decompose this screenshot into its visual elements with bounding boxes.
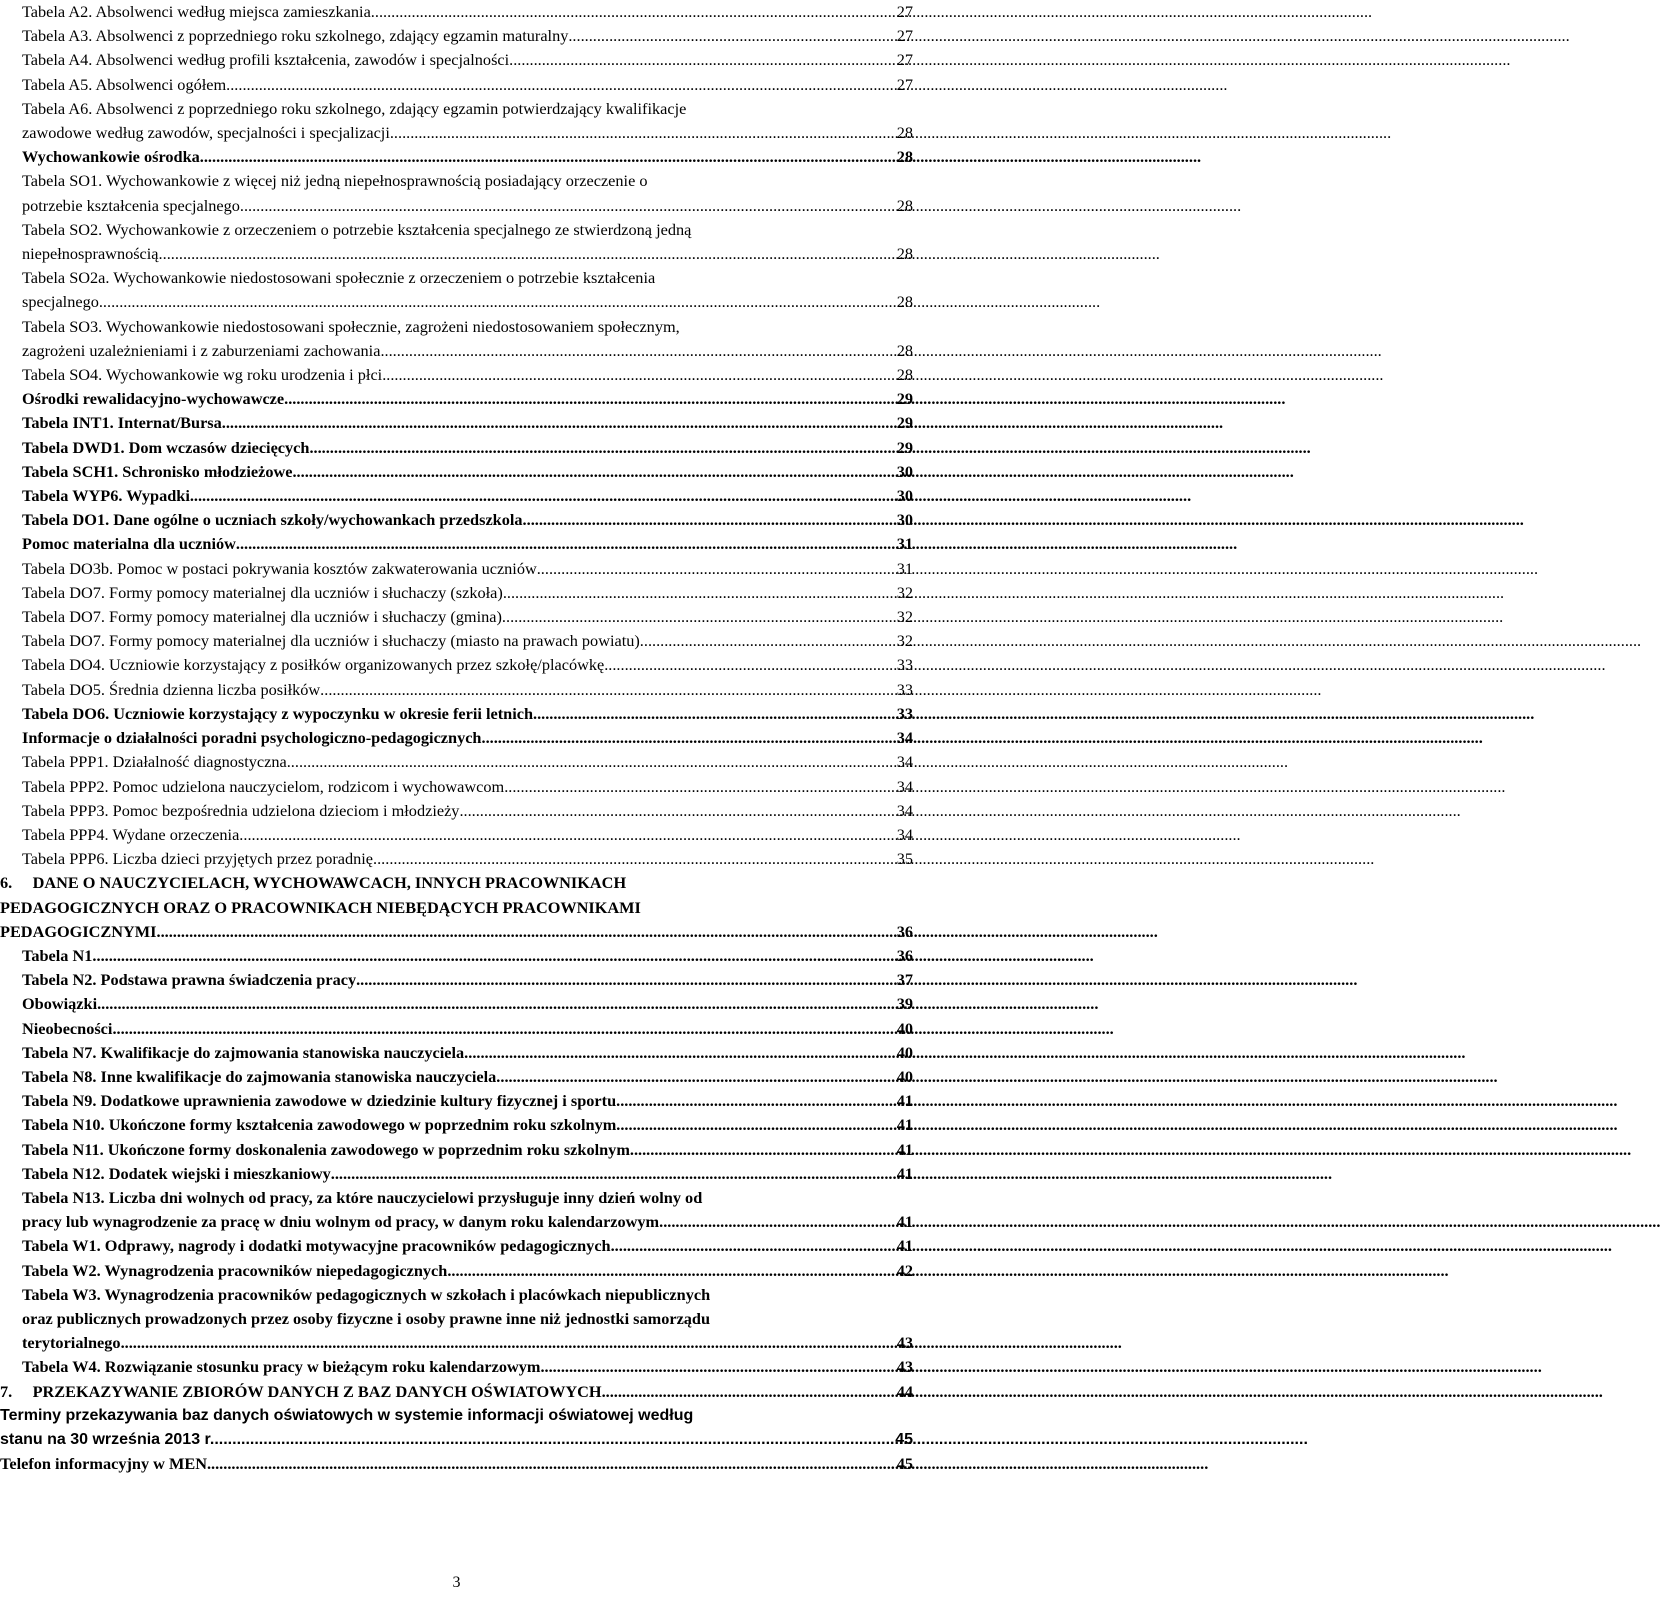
toc-page-number: 29 [896,389,913,409]
toc-entry-text: Tabela W2. Wynagrodzenia pracowników niepedagogicznych [22,1260,448,1280]
toc-entry-text: Telefon informacyjny w MEN [0,1454,207,1474]
toc-leader-dots [502,605,895,629]
toc-entry-text: Tabela SO1. Wychowankowie z więcej niż jedną niepełnosprawnością posiadający orzeczenie o [22,171,648,191]
page-number: 3 [452,1574,461,1591]
toc-entry[interactable] [0,557,960,581]
toc-entry-text: Tabela PPP4. Wydane orzeczenia [22,824,240,844]
toc-entry[interactable] [0,484,960,508]
toc-entry[interactable] [0,944,960,968]
toc-page-number: 27 [896,2,913,21]
toc-page-number: 33 [896,703,913,723]
toc-entry[interactable] [0,169,960,217]
toc-leader-dots [611,1234,895,1258]
toc-leader-dots [540,1355,894,1379]
toc-leader-dots [568,24,894,48]
toc-entry-text: Tabela INT1. Internat/Bursa [22,413,222,433]
toc-leader-dots [287,750,895,774]
toc-entry-text: specjalnego [22,292,99,312]
toc-entry[interactable] [0,1404,960,1452]
toc-entry-text: Tabela N10. Ukończone formy kształcenia zawodowego w poprzednim roku szkolnym [22,1115,617,1135]
toc-entry[interactable] [0,750,960,774]
toc-page-number: 34 [896,824,913,844]
toc-page-number: 27 [896,26,913,46]
toc-leader-dots [464,1041,895,1065]
toc-leader-dots [240,194,895,218]
toc-entry[interactable] [0,992,960,1016]
toc-entry[interactable] [0,73,960,97]
toc-leader-dots [640,629,895,653]
toc-entry-text: Tabela W1. Odprawy, nagrody i dodatki motywacyjne pracowników pedagogicznych [22,1236,611,1256]
toc-leader-dots [331,1162,895,1186]
toc-leader-dots [207,1452,895,1476]
toc-entry-text: Tabela DO1. Dane ogólne o uczniach szkoły/wychowankach przedszkola [22,510,523,530]
toc-entry-text: Pomoc materialna dla uczniów [22,534,236,554]
toc-entry-text: Tabela W3. Wynagrodzenia pracowników pedagogicznych w szkołach i placówkach niepublicznych [22,1284,711,1304]
toc-leader-dots [284,387,895,411]
toc-entry[interactable] [0,48,960,72]
toc-entry-text: Tabela PPP3. Pomoc bezpośrednia udzielona dzieciom i młodzieży [22,800,460,820]
toc-entry-text: Tabela A5. Absolwenci ogółem [22,74,227,94]
toc-page-number: 30 [896,461,913,481]
toc-leader-dots [504,775,895,799]
toc-entry[interactable] [0,1452,960,1476]
toc-entry[interactable] [0,1380,960,1404]
toc-entry-text: niepełnosprawnością [22,244,159,264]
toc-entry[interactable] [0,363,960,387]
toc-entry[interactable] [0,823,960,847]
toc-entry-text: Tabela SO2. Wychowankowie z orzeczeniem o potrzebie kształcenia specjalnego ze stwierdzoną jedną [22,219,692,239]
toc-entry-text: terytorialnego [22,1333,121,1353]
toc-page-number: 28 [896,244,913,264]
toc-entry[interactable] [0,799,960,823]
toc-page-number: 41 [896,1115,913,1135]
toc-entry-text: Tabela N11. Ukończone formy doskonalenia zawodowego w poprzednim roku szkolnym [22,1139,630,1159]
toc-entry[interactable] [0,1017,960,1041]
toc-leader-dots [509,48,895,72]
toc-leader-dots [214,1428,893,1452]
toc-entry[interactable] [0,726,960,750]
toc-entry-text: Tabela DWD1. Dom wczasów dziecięcych [22,437,310,457]
toc-page-number: 35 [896,849,913,869]
toc-leader-dots [99,290,895,314]
toc-entry[interactable] [0,1283,960,1356]
toc-leader-dots [226,73,895,97]
toc-entry-text: Tabela N12. Dodatek wiejski i mieszkaniowy [22,1163,331,1183]
toc-leader-dots [616,1113,894,1137]
toc-entry-text: Tabela N9. Dodatkowe uprawnienia zawodowe w dziedzinie kultury fizycznej i sportu [22,1091,617,1111]
toc-entry-text: Tabela A4. Absolwenci według profili kształcenia, zawodów i specjalności [22,50,510,70]
toc-page-number: 29 [896,437,913,457]
toc-entry-text: Tabela PPP2. Pomoc udzielona nauczycielom, rodzicom i wychowawcom [22,776,505,796]
toc-entry-text: 7. PRZEKAZYWANIE ZBIORÓW DANYCH Z BAZ DANYCH OŚWIATOWYCH [0,1381,602,1401]
toc-entry-text: Tabela W4. Rozwiązanie stosunku pracy w bieżącym roku kalendarzowym [22,1357,541,1377]
toc-leader-dots [356,968,895,992]
toc-entry-text: Tabela DO7. Formy pomocy materialnej dla uczniów i słuchaczy (miasto na prawach powiatu) [22,631,640,651]
toc-leader-dots [496,1065,894,1089]
toc-entry-text: Informacje o działalności poradni psychologiczno-pedagogicznych [22,728,482,748]
toc-leader-dots [602,1380,895,1404]
toc-entry-text: Tabela A2. Absolwenci według miejsca zamieszkania [22,2,371,21]
toc-page-number: 33 [896,655,913,675]
toc-entry-text: potrzebie kształcenia specjalnego [22,195,240,215]
toc-entry-text: Ośrodki rewalidacyjno-wychowawcze [22,389,285,409]
toc-leader-dots [373,847,895,871]
toc-entry[interactable] [0,653,960,677]
toc-entry[interactable] [0,1234,960,1258]
toc-leader-dots [537,557,895,581]
toc-entry-text: Tabela N1 [22,945,93,965]
toc-entry[interactable] [0,871,960,944]
toc-leader-dots [112,1017,894,1041]
toc-page-number: 28 [896,123,913,143]
toc-leader-dots [159,242,895,266]
toc-leader-dots [92,944,894,968]
toc-entry[interactable] [0,1065,960,1089]
toc-page-number: 27 [896,74,913,94]
toc-entry[interactable] [0,532,960,556]
toc-leader-dots [190,484,895,508]
toc-entry[interactable] [0,1355,960,1379]
toc-leader-dots [97,992,895,1016]
toc-entry[interactable] [0,847,960,871]
toc-leader-dots [292,460,894,484]
toc-page-number: 28 [896,147,913,167]
toc-leader-dots [380,339,894,363]
toc-entry-text: Obowiązki [22,994,98,1014]
toc-page-number: 29 [896,413,913,433]
toc-leader-dots [659,1210,895,1234]
toc-entry-text: oraz publicznych prowadzonych przez osoby fizyczne i osoby prawne inne niż jednostki samorządu [22,1308,711,1328]
toc-page-number: 27 [896,50,913,70]
toc-entry[interactable] [0,436,960,460]
toc-page-number: 37 [896,970,913,990]
toc-page-number: 41 [896,1139,913,1159]
toc-entry-text: Tabela DO6. Uczniowie korzystający z wypoczynku w okresie ferii letnich [22,703,533,723]
toc-leader-dots [236,532,895,556]
toc-entry[interactable] [0,145,960,169]
toc-entry[interactable] [0,1162,960,1186]
toc-entry-text: PEDAGOGICZNYCH ORAZ O PRACOWNIKACH NIEBĘDĄCYCH PRACOWNIKAMI [0,897,641,917]
toc-page-number: 40 [896,1066,913,1086]
toc-entry-text: Tabela N8. Inne kwalifikacje do zajmowania stanowiska nauczyciela [22,1066,497,1086]
toc-entry-text: Tabela SO3. Wychowankowie niedostosowani społecznie, zagrożeni niedostosowaniem społecznym, [22,316,680,336]
toc-entry[interactable] [0,315,960,363]
toc-entry-text: Tabela PPP1. Działalność diagnostyczna [22,752,287,772]
toc-entry-text: stanu na 30 września 2013 r. [0,1430,215,1448]
toc-entry-text: Tabela DO4. Uczniowie korzystający z posiłków organizowanych przez szkołę/placówkę [22,655,605,675]
toc-leader-dots [157,920,895,944]
toc-leader-dots [309,436,894,460]
toc-entry[interactable] [0,0,960,24]
toc-entry[interactable] [0,968,960,992]
toc-page-number: 41 [896,1163,913,1183]
toc-page-number: 41 [896,1091,913,1111]
toc-entry[interactable] [0,629,960,653]
toc-page-number: 44 [896,1381,913,1401]
toc-entry-text: Tabela N7. Kwalifikacje do zajmowania stanowiska nauczyciela [22,1042,465,1062]
toc-page-number: 34 [896,800,913,820]
toc-leader-dots [382,363,895,387]
toc-page-number: 43 [896,1357,913,1377]
toc-entry-text: pracy lub wynagrodzenie za pracę w dniu wolnym od pracy, w danym roku kalendarzowym [22,1212,660,1232]
toc-entry[interactable] [0,387,960,411]
toc-page-number: 28 [896,340,913,360]
toc-entry[interactable] [0,702,960,726]
toc-entry[interactable] [0,1089,960,1113]
toc-page-number: 30 [896,510,913,530]
toc-entry-text: Tabela PPP6. Liczba dzieci przyjętych przez poradnię [22,849,374,869]
toc-page-number: 28 [896,365,913,385]
toc-leader-dots [630,1138,895,1162]
toc-page-number: 41 [896,1212,913,1232]
toc-entry[interactable] [0,1113,960,1137]
toc-page-number: 40 [896,1042,913,1062]
toc-entry-text: PEDAGOGICZNYMI [0,921,157,941]
toc-leader-dots [523,508,895,532]
toc-leader-dots [459,799,894,823]
toc-page-number: 45 [896,1454,913,1474]
toc-leader-dots [390,121,895,145]
toc-page-number: 36 [896,921,913,941]
toc-entry-text: Tabela N2. Podstawa prawna świadczenia pracy [22,970,357,990]
toc-leader-dots [371,0,895,24]
toc-page-number: 32 [896,582,913,602]
toc-page-number: 45 [895,1430,913,1448]
toc-leader-dots [222,411,895,435]
toc-entry-text: zawodowe według zawodów, specjalności i specjalizacji [22,123,390,143]
toc-page-number: 34 [896,776,913,796]
toc-entry[interactable] [0,1186,960,1234]
toc-entry-text: Tabela SCH1. Schronisko młodzieżowe [22,461,293,481]
toc-page-number: 39 [896,994,913,1014]
toc-entry[interactable] [0,1041,960,1065]
toc-entry-text: Tabela DO7. Formy pomocy materialnej dla uczniów i słuchaczy (gmina) [22,607,502,627]
toc-entry-text: Tabela DO7. Formy pomocy materialnej dla uczniów i słuchaczy (szkoła) [22,582,503,602]
toc-entry-text: Tabela WYP6. Wypadki [22,486,190,506]
toc-leader-dots [121,1331,895,1355]
toc-leader-dots [482,726,895,750]
toc-entry[interactable] [0,775,960,799]
toc-page-number: 28 [896,195,913,215]
toc-page-number: 32 [896,631,913,651]
toc-page-number: 42 [896,1260,913,1280]
toc-entry[interactable] [0,411,960,435]
toc-entry[interactable] [0,678,960,702]
toc-entry[interactable] [0,1138,960,1162]
toc-entry-text: Tabela A6. Absolwenci z poprzedniego roku szkolnego, zdający egzamin potwierdzający kwalifikacje [22,98,687,118]
toc-page-number: 41 [896,1236,913,1256]
toc-page-number: 28 [896,292,913,312]
toc-entry-text: Tabela N13. Liczba dni wolnych od pracy, za które nauczycielowi przysługuje inny dzień wolny od [22,1187,703,1207]
toc-page-number: 33 [896,679,913,699]
toc-page-number: 31 [896,558,913,578]
toc-entry[interactable] [0,266,960,314]
toc-entry[interactable] [0,1259,960,1283]
toc-leader-dots [447,1259,894,1283]
toc-leader-dots [616,1089,895,1113]
toc-entry-text: Tabela A3. Absolwenci z poprzedniego roku szkolnego, zdający egzamin maturalny [22,26,569,46]
toc-page-number: 32 [896,607,913,627]
toc-entry-text: zagrożeni uzależnieniami i z zaburzeniami zachowania [22,340,381,360]
toc-entry[interactable] [0,97,960,145]
toc-entry[interactable] [0,605,960,629]
toc-leader-dots [533,702,895,726]
toc-page-number: 34 [896,752,913,772]
toc-entry-text: Tabela SO4. Wychowankowie wg roku urodzenia i płci [22,365,383,385]
toc-leader-dots [503,581,895,605]
toc-page-number: 30 [896,486,913,506]
toc-entry[interactable] [0,218,960,266]
toc-entry[interactable] [0,508,960,532]
toc-page-number: 43 [896,1333,913,1353]
toc-leader-dots [200,145,895,169]
toc-entry-text: Nieobecności [22,1018,113,1038]
toc-entry-text: Tabela SO2a. Wychowankowie niedostosowani społecznie z orzeczeniem o potrzebie kształcenia [22,268,656,288]
toc-page-number: 34 [896,728,913,748]
toc-entry-text: Terminy przekazywania baz danych oświatowych w systemie informacji oświatowej według [0,1406,694,1424]
toc-leader-dots [239,823,894,847]
toc-entry-text: 6. DANE O NAUCZYCIELACH, WYCHOWAWCACH, INNYCH PRACOWNIKACH [0,873,627,893]
toc-entry-text: Wychowankowie ośrodka [22,147,200,167]
toc-entry[interactable] [0,460,960,484]
toc-page-number: 31 [896,534,913,554]
toc-page-number: 40 [896,1018,913,1038]
toc-page-number: 36 [896,945,913,965]
toc-entry[interactable] [0,581,960,605]
toc-entry-text: Tabela DO5. Średnia dzienna liczba posiłków [22,679,321,699]
toc-entry-text: Tabela DO3b. Pomoc w postaci pokrywania kosztów zakwaterowania uczniów [22,558,537,578]
toc-leader-dots [604,653,895,677]
toc-leader-dots [320,678,895,702]
toc-entry[interactable] [0,24,960,48]
